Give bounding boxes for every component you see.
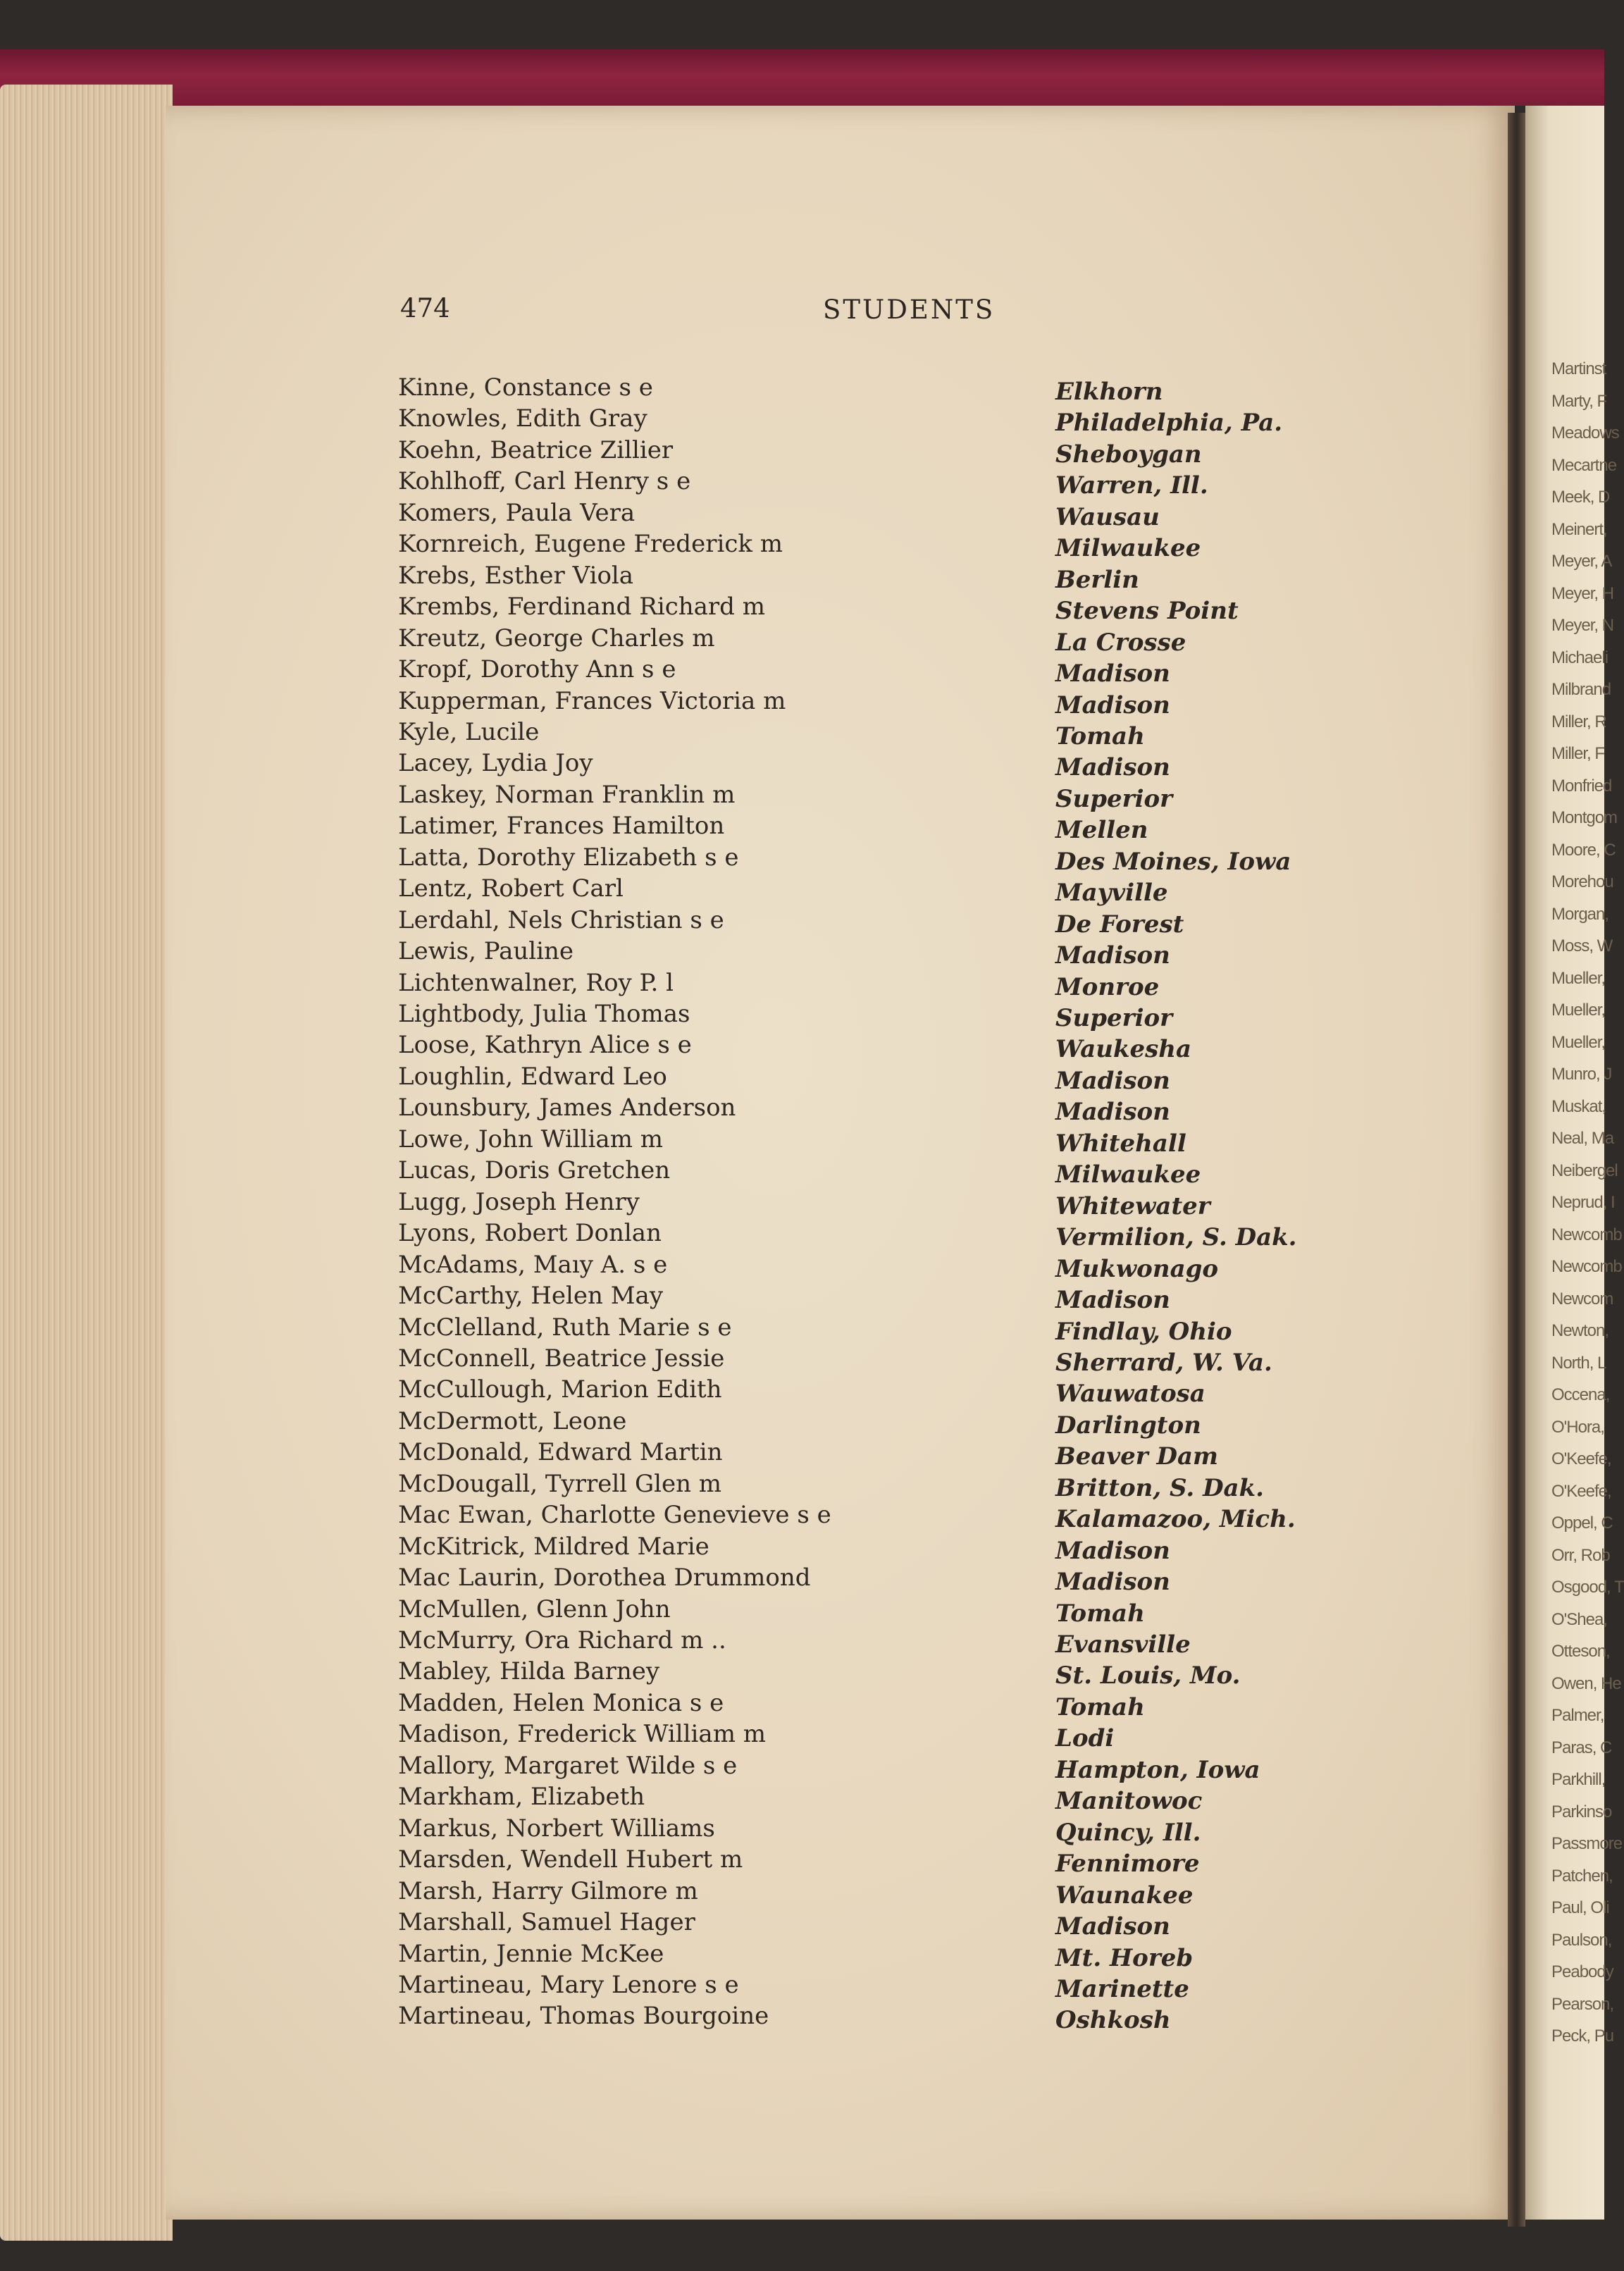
student-hometown: Madison — [1055, 1912, 1170, 1941]
student-hometown: Kalamazoo, Mich. — [1055, 1505, 1296, 1534]
student-name: Marsden, Wendell Hubert m — [398, 1845, 743, 1874]
next-page-fragment: Meinert, — [1551, 519, 1607, 539]
student-hometown: Oshkosh — [1055, 2006, 1171, 2035]
student-name: McConnell, Beatrice Jessie — [398, 1344, 725, 1373]
next-page-fragment: Pearson, — [1551, 1994, 1614, 2014]
student-hometown: Superior — [1055, 1004, 1173, 1032]
student-hometown: Madison — [1055, 753, 1170, 782]
student-hometown: Tomah — [1055, 1599, 1145, 1628]
next-page-fragment: Martinst — [1551, 359, 1606, 378]
student-name: Kohlhoff, Carl Henry s e — [398, 467, 691, 496]
student-name: Kyle, Lucile — [398, 717, 540, 746]
next-page-fragment: Neal, Ma — [1551, 1129, 1614, 1148]
next-page-fragment: Orr, Rob — [1551, 1545, 1610, 1565]
next-page-fragment: North, L — [1551, 1353, 1606, 1373]
student-hometown: Madison — [1055, 660, 1170, 688]
student-hometown: Tomah — [1055, 1693, 1145, 1721]
student-name: Lucas, Doris Gretchen — [398, 1156, 671, 1185]
student-hometown: Waunakee — [1055, 1881, 1194, 1910]
next-page-fragment: Moore, C — [1551, 840, 1616, 860]
student-name: Lewis, Pauline — [398, 937, 574, 966]
next-page-fragment: Morehou — [1551, 872, 1613, 891]
student-hometown: Britton, S. Dak. — [1055, 1473, 1264, 1502]
next-page-fragment: Oppel, C — [1551, 1514, 1613, 1533]
student-name: Kupperman, Frances Victoria m — [398, 686, 786, 715]
student-name: Martin, Jennie McKee — [398, 1939, 664, 1968]
next-page-fragment: Marty, F — [1551, 391, 1607, 411]
student-name: McAdams, Maıy A. s e — [398, 1250, 668, 1279]
student-hometown: Wauwatosa — [1055, 1380, 1205, 1409]
book-page — [166, 106, 1515, 2220]
student-hometown: Madison — [1055, 1286, 1170, 1315]
next-page-fragment: Mueller, — [1551, 1001, 1606, 1020]
next-page-fragment: O'Keefe, — [1551, 1481, 1611, 1501]
student-hometown: Quincy, Ill. — [1055, 1818, 1201, 1847]
running-head: STUDENTS — [823, 295, 996, 325]
next-page-fragment: Mueller, — [1551, 968, 1606, 988]
student-name: Kropf, Dorothy Ann s e — [398, 655, 676, 684]
next-page-fragment: Parkinso — [1551, 1802, 1612, 1821]
next-page-fragment: Miller, R — [1551, 712, 1606, 731]
student-hometown: Madison — [1055, 1536, 1170, 1565]
student-name: Lyons, Robert Donlan — [398, 1219, 662, 1248]
student-name: McKitrick, Mildred Marie — [398, 1532, 709, 1561]
student-hometown: Tomah — [1055, 722, 1145, 750]
student-name: Krembs, Ferdinand Richard m — [398, 593, 765, 621]
student-hometown: Manitowoc — [1055, 1787, 1203, 1816]
student-name: Koehn, Beatrice Zillier — [398, 435, 674, 464]
next-page-fragment: Morgan, — [1551, 904, 1609, 924]
next-page-fragment: Meyer, H — [1551, 583, 1614, 603]
next-page-fragment: Mueller, — [1551, 1032, 1606, 1052]
next-page-fragment: Paul, Oli — [1551, 1898, 1609, 1917]
student-name: Mabley, Hilda Barney — [398, 1657, 660, 1686]
next-page-fragment: Miller, F — [1551, 744, 1604, 763]
next-page-fragment: Meadows — [1551, 423, 1619, 443]
student-hometown: Sheboygan — [1055, 440, 1202, 469]
next-page-fragment: Osgood, T — [1551, 1578, 1624, 1597]
student-name: Kinne, Constance s e — [398, 373, 653, 402]
student-name: Lugg, Joseph Henry — [398, 1187, 640, 1216]
student-name: Lerdahl, Nels Christian s e — [398, 905, 724, 934]
student-hometown: Hampton, Iowa — [1055, 1755, 1260, 1784]
next-page-fragment: Meek, D — [1551, 488, 1610, 507]
student-name: Markham, Elizabeth — [398, 1783, 645, 1812]
student-hometown: Sherrard, W. Va. — [1055, 1348, 1272, 1377]
student-name: McMullen, Glenn John — [398, 1595, 671, 1623]
student-hometown: Mukwonago — [1055, 1254, 1219, 1283]
next-page-fragment: Otteson, — [1551, 1642, 1610, 1661]
next-page-fragment: Occena, — [1551, 1385, 1610, 1404]
next-page-fragment: Munro, J — [1551, 1065, 1612, 1084]
next-page-fragment: Montgom — [1551, 808, 1618, 827]
student-name: Knowles, Edith Gray — [398, 404, 647, 433]
student-hometown: Fennimore — [1055, 1850, 1200, 1879]
student-name: Mallory, Margaret Wilde s e — [398, 1751, 738, 1780]
next-page-fragment: Meyer, A — [1551, 552, 1612, 571]
next-page-fragment: Monfried — [1551, 776, 1612, 796]
next-page-fragment: Newton, — [1551, 1321, 1609, 1340]
student-name: Latimer, Frances Hamilton — [398, 812, 725, 841]
student-hometown: Whitewater — [1055, 1192, 1210, 1220]
page-gutter — [1508, 113, 1525, 2227]
next-page-fragment: Milbrand — [1551, 680, 1611, 699]
next-page-fragment: Moss, W — [1551, 936, 1613, 955]
student-name: Mac Laurin, Dorothea Drummond — [398, 1564, 811, 1592]
student-name: Latta, Dorothy Elizabeth s e — [398, 843, 739, 872]
student-hometown: Marinette — [1055, 1974, 1189, 2003]
student-name: Loose, Kathryn Alice s e — [398, 1031, 692, 1060]
next-page-fragment: O'Hora, — [1551, 1417, 1604, 1437]
student-hometown: Madison — [1055, 1568, 1170, 1597]
next-page-fragment: Newcomb — [1551, 1225, 1622, 1244]
student-name: McCullough, Marion Edith — [398, 1375, 722, 1404]
student-hometown: St. Louis, Mo. — [1055, 1662, 1241, 1690]
student-name: Kornreich, Eugene Frederick m — [398, 530, 783, 559]
next-page-edge — [1525, 106, 1624, 2220]
student-hometown: Evansville — [1055, 1630, 1191, 1659]
student-hometown: Waukesha — [1055, 1035, 1192, 1064]
student-name: Lowe, John William m — [398, 1125, 663, 1153]
student-hometown: Mayville — [1055, 879, 1168, 908]
page-edges — [0, 85, 173, 2241]
next-page-fragment: Michaeli — [1551, 648, 1608, 667]
student-hometown: Beaver Dam — [1055, 1442, 1219, 1471]
student-name: Madden, Helen Monica s e — [398, 1688, 724, 1717]
student-hometown: De Forest — [1055, 910, 1184, 939]
student-hometown: Stevens Point — [1055, 597, 1239, 626]
student-name: Lichtenwalner, Roy P. l — [398, 968, 674, 997]
student-hometown: Whitehall — [1055, 1129, 1186, 1158]
student-name: Martineau, Mary Lenore s e — [398, 1970, 739, 1999]
student-name: Lounsbury, James Anderson — [398, 1094, 736, 1122]
student-name: Lightbody, Julia Thomas — [398, 1000, 690, 1028]
student-name: Marsh, Harry Gilmore m — [398, 1876, 698, 1905]
student-hometown: Vermilion, S. Dak. — [1055, 1223, 1297, 1252]
student-hometown: Philadelphia, Pa. — [1055, 409, 1283, 438]
next-page-fragment: Paras, C — [1551, 1738, 1612, 1757]
next-page-fragment: Neprud, I — [1551, 1193, 1615, 1212]
student-name: Loughlin, Edward Leo — [398, 1062, 667, 1091]
next-page-fragment: Owen, He — [1551, 1673, 1621, 1693]
student-hometown: Madison — [1055, 941, 1170, 970]
student-hometown: Berlin — [1055, 565, 1139, 594]
student-hometown: Wausau — [1055, 502, 1160, 531]
next-page-fragment: Neibergel — [1551, 1161, 1618, 1180]
student-hometown: Darlington — [1055, 1411, 1201, 1440]
next-page-fragment: Newcomb — [1551, 1257, 1622, 1276]
student-name: McMurry, Ora Richard m .. — [398, 1626, 726, 1654]
student-name: McDougall, Tyrrell Glen m — [398, 1469, 722, 1498]
student-hometown: La Crosse — [1055, 628, 1186, 657]
student-hometown: Superior — [1055, 784, 1173, 813]
student-hometown: Madison — [1055, 1066, 1170, 1095]
student-name: McClelland, Ruth Marie s e — [398, 1313, 732, 1342]
student-hometown: Elkhorn — [1055, 378, 1163, 406]
student-name: Markus, Norbert Williams — [398, 1814, 715, 1843]
book-cover-top — [0, 49, 1604, 106]
student-name: Lacey, Lydia Joy — [398, 749, 593, 778]
student-name: Martineau, Thomas Bourgoine — [398, 2002, 769, 2031]
student-hometown: Monroe — [1055, 972, 1160, 1001]
next-page-fragment: O'Keefe, — [1551, 1449, 1611, 1468]
next-page-fragment: O'Shea, — [1551, 1609, 1607, 1629]
student-name: McDermott, Leone — [398, 1406, 627, 1435]
student-name: Komers, Paula Vera — [398, 498, 636, 527]
next-page-fragment: Patchen, — [1551, 1866, 1613, 1886]
student-hometown: Milwaukee — [1055, 534, 1201, 563]
student-name: Marshall, Samuel Hager — [398, 1908, 695, 1937]
page-number: 474 — [400, 293, 450, 323]
student-hometown: Warren, Ill. — [1055, 471, 1208, 500]
next-page-fragment: Mecartne — [1551, 455, 1617, 475]
student-name: McDonald, Edward Martin — [398, 1438, 723, 1467]
student-hometown: Des Moines, Iowa — [1055, 847, 1291, 876]
student-name: McCarthy, Helen May — [398, 1282, 664, 1311]
student-hometown: Mt. Horeb — [1055, 1943, 1194, 1972]
next-page-fragment: Parkhill, — [1551, 1770, 1606, 1789]
next-page-fragment: Peck, Pu — [1551, 2026, 1614, 2046]
next-page-fragment: Palmer, — [1551, 1706, 1604, 1725]
student-name: Lentz, Robert Carl — [398, 874, 624, 903]
next-page-fragment: Peabody — [1551, 1962, 1613, 1981]
next-page-fragment: Meyer, N — [1551, 616, 1614, 635]
next-page-fragment: Muskat, — [1551, 1096, 1606, 1116]
student-hometown: Madison — [1055, 1098, 1170, 1127]
student-name: Madison, Frederick William m — [398, 1720, 766, 1749]
student-hometown: Findlay, Ohio — [1055, 1317, 1232, 1346]
student-name: Laskey, Norman Franklin m — [398, 780, 736, 809]
next-page-fragment: Paulson, — [1551, 1930, 1612, 1950]
student-hometown: Madison — [1055, 691, 1170, 719]
student-hometown: Lodi — [1055, 1724, 1115, 1753]
student-name: Kreutz, George Charles m — [398, 624, 715, 652]
next-page-fragment: Newcom — [1551, 1289, 1613, 1308]
student-hometown: Mellen — [1055, 816, 1148, 845]
student-hometown: Milwaukee — [1055, 1161, 1201, 1189]
student-name: Mac Ewan, Charlotte Genevieve s e — [398, 1501, 831, 1530]
student-name: Krebs, Esther Viola — [398, 561, 634, 590]
next-page-fragment: Passmore — [1551, 1834, 1623, 1853]
